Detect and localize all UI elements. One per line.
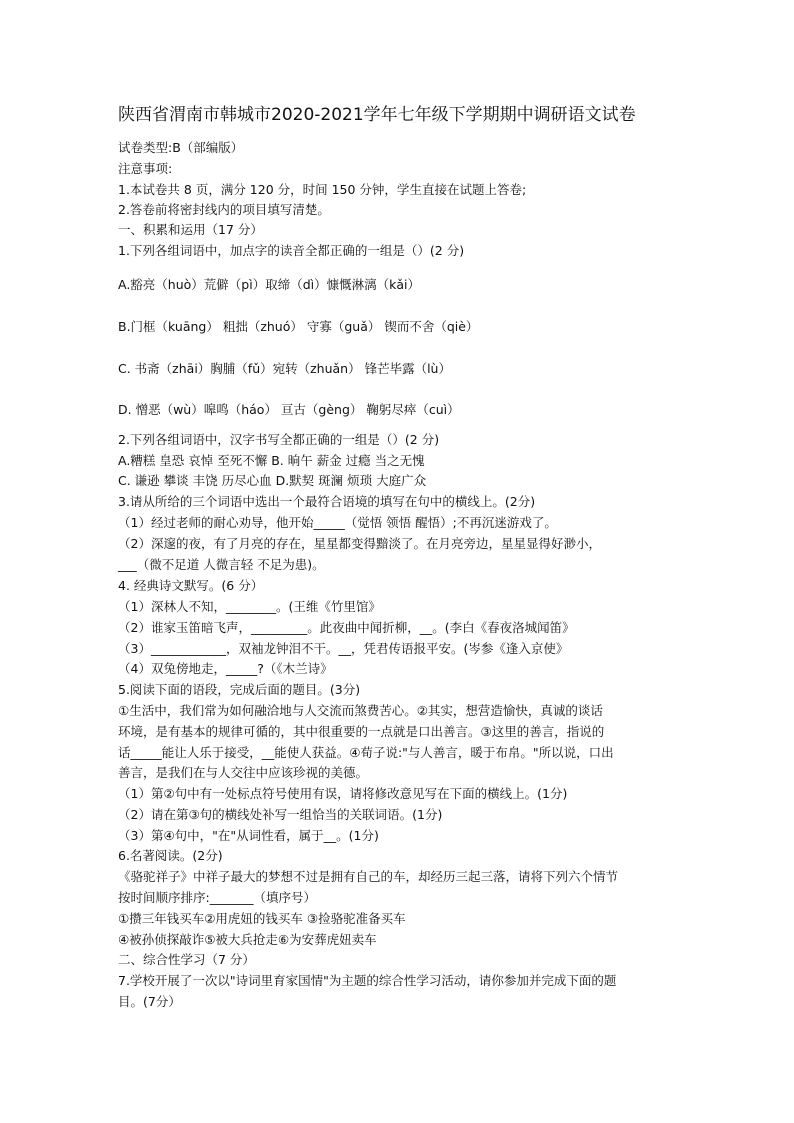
section-2-heading: 二、综合性学习（7 分） (118, 952, 255, 967)
q3-item-1: （1）经过老师的耐心劝导，他开始_____（觉悟 领悟 醒悟）;不再沉迷游戏了。 (118, 515, 557, 530)
question-4: 4. 经典诗文默写。(6 分） (118, 578, 264, 593)
question-3: 3.请从所给的三个词语中选出一个最符合语境的填写在句中的横线上。(2分) (118, 494, 536, 509)
question-6: 6.名著阅读。(2分) (118, 848, 223, 863)
q1-option-d: D. 憎恶（wù）嗥鸣（háo） 亘古（gèng） 鞠躬尽瘁（cuì） (118, 402, 460, 417)
q2-options-cd: C. 谦逊 攀谈 丰饶 历尽心血 D.默契 斑澜 烦琐 大庭广众 (118, 473, 427, 488)
exam-title: 陕西省渭南市韩城市2020-2021学年七年级下学期期中调研语文试卷 (118, 105, 636, 125)
question-2: 2.下列各组词语中，汉字书写全都正确的一组是（）(2 分) (118, 432, 440, 447)
question-7: 7.学校开展了一次以"诗词里育家国情"为主题的综合性学习活动，请你参加并完成下面的题 (118, 973, 617, 988)
q4-item-2: （2）谁家玉笛暗飞声，_________。此夜曲中闻折柳，__。(李白《春夜洛城闻笛》 (118, 620, 575, 635)
q1-option-a: A.豁亮（huò）荒僻（pì）取缔（dì）慷慨淋漓（kǎi） (118, 277, 420, 292)
q3-item-2: （2）深邃的夜，有了月亮的存在，星星都变得黯淡了。在月亮旁边，星星显得好渺小， (118, 536, 601, 551)
q3-item-2-cont: ___（微不足道 人微言轻 不足为患)。 (118, 557, 325, 572)
q5-passage-line-4: 善言，是我们在与人交往中应该珍视的美德。 (118, 765, 369, 780)
q5-passage-line-2: 环境，是有基本的规律可循的，其中很重要的一点就是口出善言。③这里的善言，指说的 (118, 724, 605, 739)
question-7-cont: 目。(7分） (118, 994, 181, 1009)
q5-passage-line-3: 话_____能让人乐于接受，__能使人获益。④荀子说:"与人善言，暖于布帛。"所以说，口出 (118, 745, 614, 760)
q1-option-c: C. 书斋（zhāi）胸脯（fǔ）宛转（zhuǎn） 锋芒毕露（lù） (118, 361, 451, 376)
q5-sub-2: （2）请在第③句的横线处补写一组恰当的关联词语。(1分) (118, 807, 443, 822)
notice-heading: 注意事项: (118, 161, 173, 176)
notice-item-2: 2.答卷前将密封线内的项目填写清楚。 (118, 202, 330, 217)
q5-passage-line-1: ①生活中，我们常为如何融洽地与人交流而煞费苦心。②其实，想营造愉快，真诚的谈话 (118, 703, 603, 718)
q4-item-3: （3）____________，双袖龙钟泪不干。__，凭君传语报平安。(岑参《逢入京使》 (118, 641, 569, 656)
q1-option-b: B.门框（kuāng） 粗拙（zhuó） 守寡（guǎ） 锲而不舍（qiè） (118, 319, 479, 334)
q6-events-line-1: ①攒三年钱买车②用虎妞的钱买车 ③捡骆驼准备买车 (118, 911, 406, 926)
question-1: 1.下列各组词语中，加点字的读音全都正确的一组是（）(2 分) (118, 243, 465, 258)
paper-type: 试卷类型:B（部编版） (118, 140, 244, 155)
section-1-heading: 一、积累和运用（17 分） (118, 222, 263, 237)
question-5: 5.阅读下面的语段，完成后面的题目。(3分) (118, 682, 361, 697)
q6-text-line-1: 《骆驼祥子》中祥子最大的梦想不过是拥有自己的车，却经历三起三落，请将下列六个情节 (118, 869, 619, 884)
q4-item-4: （4）双兔傍地走，_____?（《木兰诗》 (118, 661, 333, 676)
q5-sub-3: （3）第④句中，"在"从词性看，属于__。(1分) (118, 828, 379, 843)
q5-sub-1: （1）第②句中有一处标点符号使用有误，请将修改意见写在下面的横线上。(1分) (118, 786, 568, 801)
notice-item-1: 1.本试卷共 8 页，满分 120 分，时间 150 分钟，学生直接在试题上答卷; (118, 182, 527, 197)
q6-events-line-2: ④被孙侦探敲诈⑤被大兵抢走⑥为安葬虎妞卖车 (118, 932, 377, 947)
q4-item-1: （1）深林人不知，________。(王维《竹里馆》 (118, 599, 381, 614)
q2-options-ab: A.糟糕 皇恐 哀悼 至死不懈 B. 晌午 薪金 过瘾 当之无愧 (118, 453, 425, 468)
q6-text-line-2: 按时间顺序排序:_______（填序号） (118, 890, 316, 905)
